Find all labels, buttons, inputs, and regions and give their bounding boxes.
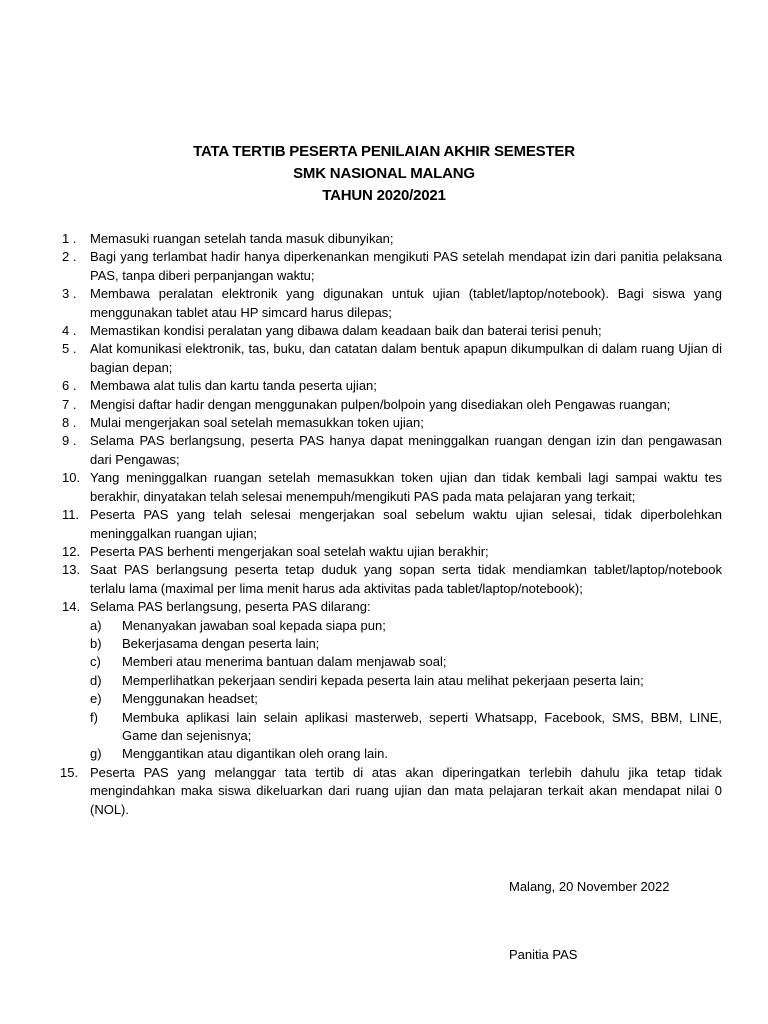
rule-item bbox=[62, 561, 722, 598]
rule-text: Peserta PAS yang telah selesai mengerjakan soal sebelum waktu ujian selesai, tidak diperbolehkan meninggalkan ruangan ujian; bbox=[90, 507, 722, 541]
sub-item-text: Menggantikan atau digantikan oleh orang lain. bbox=[122, 746, 388, 762]
rule-text: Mengisi daftar hadir dengan menggunakan pulpen/bolpoin yang disediakan oleh Pengawas ruangan; bbox=[90, 396, 671, 412]
rule-text: Bagi yang terlambat hadir hanya diperkenankan mengikuti PAS setelah mendapat izin dari panitia pelaksana PAS, tanpa diberi perpanjangan waktu; bbox=[90, 249, 722, 283]
prohibited-actions-list bbox=[90, 617, 722, 764]
sub-item bbox=[90, 617, 722, 635]
rule-text: Alat komunikasi elektronik, tas, buku, dan catatan dalam bentuk apapun dikumpulkan di dalam ruang Ujian di bagian depan; bbox=[90, 341, 722, 375]
sub-item-letter: d) bbox=[90, 672, 102, 688]
rule-number: 2 . bbox=[62, 249, 77, 265]
title-line-1: TATA TERTIB PESERTA PENILAIAN AKHIR SEMESTER bbox=[193, 143, 575, 160]
rule-text: Mulai mengerjakan soal setelah memasukkan token ujian; bbox=[90, 415, 424, 431]
rule-item bbox=[62, 248, 722, 285]
signatory-committee: Panitia PAS bbox=[509, 947, 578, 962]
rule-text: Peserta PAS berhenti mengerjakan soal setelah waktu ujian berakhir; bbox=[90, 543, 489, 559]
rule-item bbox=[62, 469, 722, 506]
sub-item-letter: e) bbox=[90, 691, 102, 707]
sub-item bbox=[90, 635, 722, 653]
rule-number: 8 . bbox=[62, 415, 77, 431]
rule-text: Membawa peralatan elektronik yang digunakan untuk ujian (tablet/laptop/notebook). Bagi siswa yang menggunakan tablet atau HP simcard harus dilepas; bbox=[90, 286, 722, 320]
rule-text: Membawa alat tulis dan kartu tanda peserta ujian; bbox=[90, 378, 377, 394]
rule-text: Memastikan kondisi peralatan yang dibawa dalam keadaan baik dan baterai terisi penuh; bbox=[90, 323, 602, 339]
title-line-3: TAHUN 2020/2021 bbox=[322, 187, 446, 204]
place-and-date: Malang, 20 November 2022 bbox=[509, 879, 670, 894]
rule-item bbox=[62, 414, 722, 432]
sub-item-letter: g) bbox=[90, 746, 102, 762]
rules-list bbox=[62, 230, 722, 819]
sub-item-text: Menggunakan headset; bbox=[122, 691, 258, 707]
rule-number: 4 . bbox=[62, 323, 77, 339]
rule-item bbox=[62, 340, 722, 377]
rule-number: 1 . bbox=[62, 231, 77, 246]
rule-text: Selama PAS berlangsung, peserta PAS dilarang: bbox=[90, 599, 371, 615]
rule-item bbox=[62, 506, 722, 543]
rule-item bbox=[62, 377, 722, 395]
rule-number: 11. bbox=[62, 507, 80, 523]
sub-item-text: Menanyakan jawaban soal kepada siapa pun; bbox=[122, 617, 386, 633]
rule-number: 14. bbox=[62, 599, 81, 615]
rule-item bbox=[62, 764, 722, 819]
rule-number: 5 . bbox=[62, 341, 77, 357]
rule-number: 3 . bbox=[62, 286, 77, 302]
rule-number: 10. bbox=[62, 470, 81, 486]
rule-item bbox=[62, 598, 722, 764]
sub-item-letter: a) bbox=[90, 617, 102, 633]
rule-number: 7 . bbox=[62, 396, 77, 412]
document-title bbox=[0, 141, 768, 207]
sub-item-text: Memberi atau menerima bantuan dalam menjawab soal; bbox=[122, 654, 447, 670]
rule-item bbox=[62, 543, 722, 561]
sub-item bbox=[90, 690, 722, 708]
rule-text: Saat PAS berlangsung peserta tetap duduk yang sopan serta tidak mendiamkan tablet/laptop/notebook terlalu lama (maximal per lima menit harus ada aktivitas pada tablet/laptop/notebook); bbox=[90, 562, 722, 596]
sub-item-letter: c) bbox=[90, 654, 101, 670]
rule-item bbox=[62, 396, 722, 414]
rule-number: 9 . bbox=[62, 433, 77, 449]
sub-item-letter: f) bbox=[90, 709, 98, 725]
sub-item-letter: b) bbox=[90, 635, 102, 651]
rule-text: Peserta PAS yang melanggar tata tertib di atas akan diperingatkan terlebih dahulu jika tetap tidak mengindahkan maka siswa dikeluarkan dari ruang ujian dan mata pelajaran terkait akan mendapat nilai 0 (NOL). bbox=[90, 764, 722, 817]
rule-item bbox=[62, 230, 722, 248]
sub-item bbox=[90, 745, 722, 763]
sub-item bbox=[90, 672, 722, 690]
sub-item-text: Memperlihatkan pekerjaan sendiri kepada peserta lain atau melihat pekerjaan peserta lain; bbox=[122, 672, 644, 688]
rule-number: 15. bbox=[60, 764, 79, 780]
rule-number: 12. bbox=[62, 543, 81, 559]
rule-item bbox=[62, 432, 722, 469]
rule-text: Memasuki ruangan setelah tanda masuk dibunyikan; bbox=[90, 231, 394, 246]
sub-item-text: Bekerjasama dengan peserta lain; bbox=[122, 635, 320, 651]
sub-item bbox=[90, 653, 722, 671]
rule-item bbox=[62, 285, 722, 322]
rule-text: Selama PAS berlangsung, peserta PAS hanya dapat meninggalkan ruangan dengan izin dan pengawasan dari Pengawas; bbox=[90, 433, 722, 467]
rule-text: Yang meninggalkan ruangan setelah memasukkan token ujian dan tidak kembali lagi sampai waktu tes berakhir, dinyatakan telah selesai menempuh/mengikuti PAS pada mata pelajaran yang terkait; bbox=[90, 470, 722, 504]
title-line-2: SMK NASIONAL MALANG bbox=[293, 165, 475, 182]
sub-item bbox=[90, 709, 722, 746]
rule-number: 6 . bbox=[62, 378, 77, 394]
rule-number: 13. bbox=[62, 562, 81, 578]
sub-item-text: Membuka aplikasi lain selain aplikasi masterweb, seperti Whatsapp, Facebook, SMS, BBM, LINE, Game dan sejenisnya; bbox=[122, 709, 722, 743]
rule-item bbox=[62, 322, 722, 340]
